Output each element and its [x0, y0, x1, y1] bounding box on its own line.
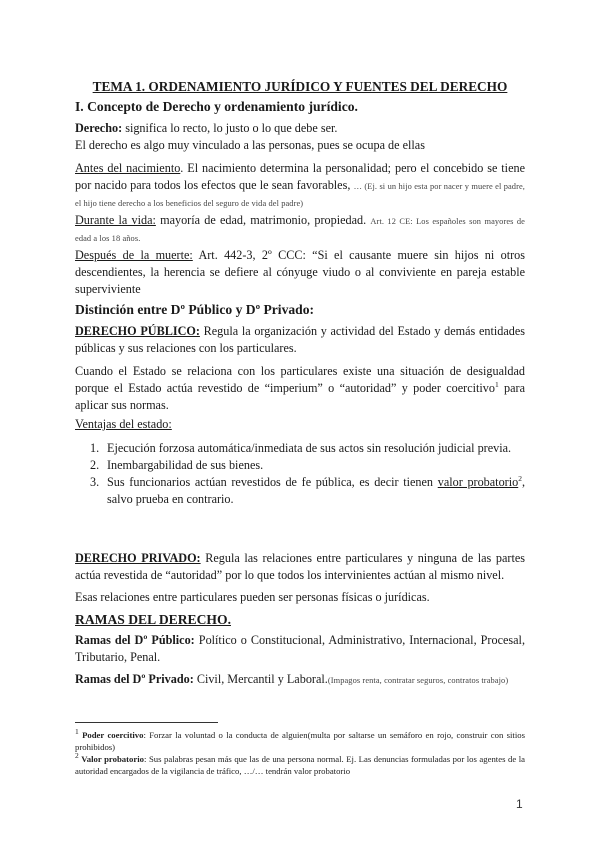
list-number: 1. — [90, 441, 100, 455]
desigualdad-text: Cuando el Estado se relaciona con los particulares existe una situación de desigualdad porque el Estado actúa revestido de “imperium” o “autoridad” y poder coercitivo — [75, 364, 525, 395]
footnote-mark: 1 — [75, 727, 79, 737]
footnote-term: Valor probatorio — [81, 754, 144, 764]
ventajas-list — [90, 440, 525, 508]
page-title: TEMA 1. ORDENAMIENTO JURÍDICO Y FUENTES DEL DERECHO — [92, 79, 508, 94]
term-derecho-publico: DERECHO PÚBLICO: — [75, 324, 200, 338]
ventajas-label — [75, 416, 525, 433]
term-derecho-privado: DERECHO PRIVADO: — [75, 551, 201, 565]
list-item-text: Ejecución forzosa automática/inmediata de sus actos sin resolución judicial previa. — [107, 441, 512, 455]
paragraph-antes-nacimiento — [75, 160, 525, 211]
footnote-ref-2[interactable]: 2 — [518, 473, 522, 483]
section-heading-ramas — [75, 611, 231, 628]
durante-note: Art. 12 CE: Los españoles son mayores de edad a los 18 años. — [75, 217, 525, 243]
footnote-term: Poder coercitivo — [82, 730, 144, 740]
paragraph-derecho-personas: El derecho es algo muy vinculado a las personas, pues se ocupa de ellas — [75, 138, 425, 152]
page-number: 1 — [516, 797, 523, 811]
valor-probatorio-term: valor probatorio — [437, 475, 519, 489]
paragraph-despues-muerte — [75, 247, 525, 298]
durante-text: mayoría de edad, matrimonio, propiedad. — [155, 213, 371, 227]
term-derecho: Derecho: — [75, 121, 123, 135]
term-antes-nacimiento: Antes del nacimiento — [75, 161, 181, 175]
paragraph-ramas-privado — [75, 671, 525, 688]
list-item-text: Inembargabilidad de sus bienes. — [107, 458, 264, 472]
list-item — [90, 457, 525, 474]
paragraph-ramas-publico — [75, 632, 525, 666]
paragraph-derecho — [75, 120, 525, 137]
footnote-text: : Forzar la voluntad o la conducta de alguien(multa por saltarse un semáforo en rojo, construir con sitios prohibidos) — [75, 730, 525, 752]
publico-text: Regula la organización y actividad del Estado y demás entidades públicas y sus relaciones con los particulares. — [75, 324, 525, 355]
list-item — [90, 474, 525, 508]
footnote-mark: 2 — [75, 751, 79, 761]
term-ramas-publico: Ramas del Dº Público: — [75, 633, 195, 647]
list-item — [90, 440, 525, 457]
antes-text: . El nacimiento determina la personalidad; pero el concebido se tiene por nacido para todos los efectos que le sean favorables, — [75, 161, 525, 192]
ramas-publico-text: Político o Constitucional, Administrativo, Internacional, Procesal, Tributario, Penal. — [75, 633, 525, 664]
paragraph-durante-vida — [75, 212, 525, 246]
footnote-separator — [75, 722, 218, 723]
list-number: 2. — [90, 458, 100, 472]
despues-text: Art. 442-3, 2º CCC: “Si el causante muere sin hijos ni otros descendientes, la herencia se defiere al cónyuge viudo o al conviviente en pareja estable superviviente — [75, 248, 525, 296]
ventajas-label-text: Ventajas del estado: — [75, 417, 172, 431]
derecho-definition: significa lo recto, lo justo o lo que debe ser. — [122, 121, 338, 135]
term-durante-vida: Durante la vida: — [75, 213, 156, 227]
footnote-2 — [75, 753, 525, 777]
term-despues-muerte: Después de la muerte: — [75, 248, 193, 262]
paragraph-desigualdad — [75, 363, 525, 414]
privado-text: Regula las relaciones entre particulares y ninguna de las partes actúa revestida de “autoridad” por lo que todos los intervinientes actúan al mismo nivel. — [75, 551, 525, 582]
footnote-ref-1[interactable]: 1 — [494, 379, 499, 389]
list-item-text: Sus funcionarios actúan revestidos de fe pública, es decir tienen — [107, 475, 438, 489]
paragraph-personas: Esas relaciones entre particulares pueden ser personas físicas o jurídicas. — [75, 590, 430, 604]
paragraph-derecho-privado — [75, 550, 525, 584]
ramas-privado-text: Civil, Mercantil y Laboral. — [193, 672, 328, 686]
antes-example: … (Ej. si un hijo esta por nacer y muere el padre, el hijo tiene derecho a los beneficios del seguro de vida del padre) — [75, 182, 525, 208]
list-item-text-end: , salvo prueba en contrario. — [107, 475, 526, 506]
paragraph-derecho-publico — [75, 323, 525, 357]
footnote-1 — [75, 729, 525, 753]
section-heading-distincion: Distinción entre Dº Público y Dº Privado: — [75, 302, 315, 317]
section-heading-concepto: I. Concepto de Derecho y ordenamiento jurídico. — [75, 99, 358, 114]
footnote-text: : Sus palabras pesan más que las de una persona normal. Ej. Las denuncias formuladas por los agentes de la autoridad encargados de la vigilancia de tráfico, …/… tendrán valor probatorio — [75, 754, 525, 776]
desigualdad-text-end: para aplicar sus normas. — [75, 381, 525, 412]
list-number: 3. — [90, 475, 100, 489]
ramas-heading-text: RAMAS DEL DERECHO. — [75, 612, 231, 627]
term-ramas-privado: Ramas del Dº Privado: — [75, 672, 194, 686]
ramas-privado-example: (Impagos renta, contratar seguros, contratos trabajo) — [327, 676, 509, 685]
